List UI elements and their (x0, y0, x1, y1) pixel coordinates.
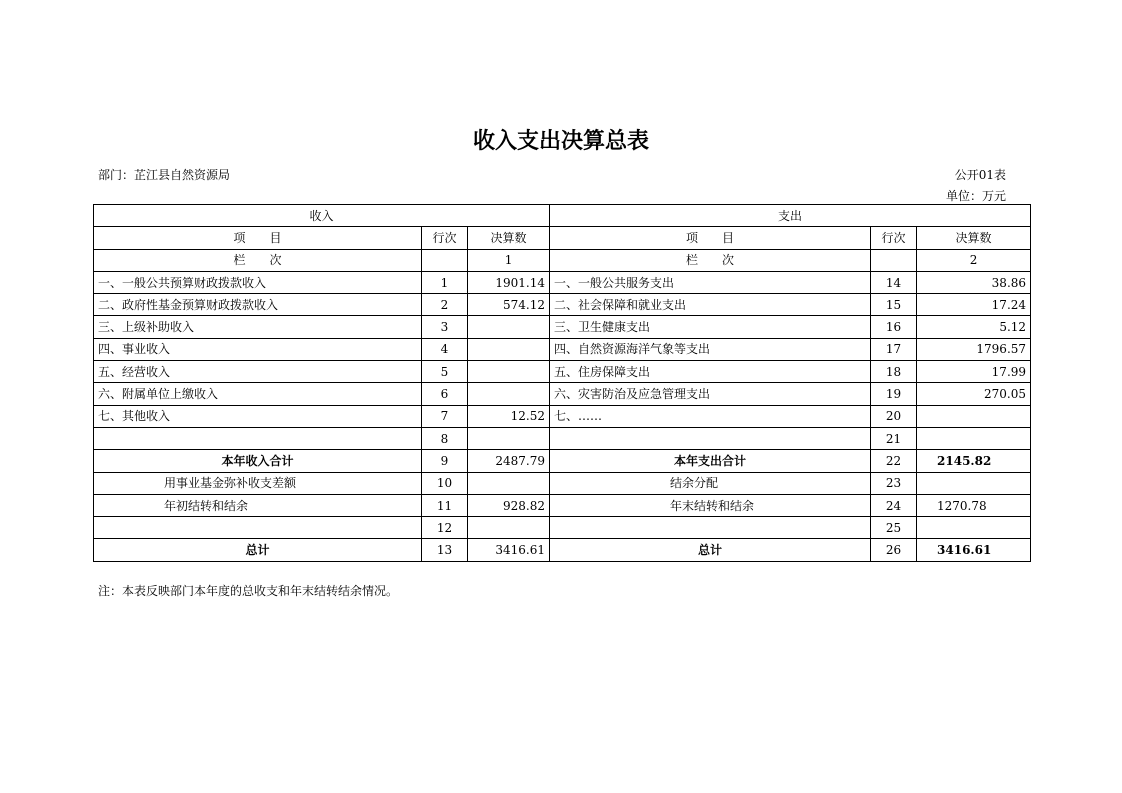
income-row-no: 10 (422, 472, 468, 494)
income-amount: 1901.14 (468, 271, 550, 293)
expense-section-header: 支出 (550, 205, 1031, 227)
income-column-number: 1 (468, 249, 550, 271)
expense-item: 三、卫生健康支出 (550, 316, 871, 338)
income-amount (468, 316, 550, 338)
income-item (94, 427, 422, 449)
expense-row-no: 24 (871, 494, 917, 516)
income-row-no: 13 (422, 539, 468, 561)
table-row (94, 361, 1031, 383)
expense-row-no: 18 (871, 361, 917, 383)
income-item: 四、事业收入 (94, 338, 422, 360)
expense-row-no: 25 (871, 517, 917, 539)
income-item: 一、一般公共预算财政拨款收入 (94, 271, 422, 293)
year-total-row (94, 450, 1031, 472)
expense-row-no: 15 (871, 294, 917, 316)
income-year-total-label: 本年收入合计 (94, 450, 422, 472)
expense-row-no: 26 (871, 539, 917, 561)
empty-cell (871, 249, 917, 271)
expense-amount: 38.86 (917, 271, 1031, 293)
income-amount (468, 517, 550, 539)
income-amount (468, 427, 550, 449)
department-label: 部门：芷江县自然资源局 (98, 168, 231, 182)
expense-amount: 5.12 (917, 316, 1031, 338)
expense-row-no: 16 (871, 316, 917, 338)
table-row (94, 405, 1031, 427)
income-grand-total-amount: 3416.61 (468, 539, 550, 561)
income-year-total-amount: 2487.79 (468, 450, 550, 472)
expense-item (550, 427, 871, 449)
income-amount (468, 383, 550, 405)
expense-year-total-label: 本年支出合计 (550, 450, 871, 472)
table-row (94, 294, 1031, 316)
income-item: 三、上级补助收入 (94, 316, 422, 338)
table-row (94, 271, 1031, 293)
expense-row-no: 23 (871, 472, 917, 494)
income-row-no: 9 (422, 450, 468, 472)
income-row-no: 4 (422, 338, 468, 360)
expense-grand-total-label: 总计 (550, 539, 871, 561)
expense-item: 一、一般公共服务支出 (550, 271, 871, 293)
expense-amount-header: 决算数 (917, 227, 1031, 249)
column-header-row (94, 227, 1031, 249)
expense-amount (917, 427, 1031, 449)
expense-carry-label: 年末结转和结余 (550, 494, 871, 516)
income-row-no: 11 (422, 494, 468, 516)
income-amount-header: 决算数 (468, 227, 550, 249)
income-row-no: 2 (422, 294, 468, 316)
expense-carry-amount: 1270.78 (917, 494, 1031, 516)
table-row (94, 316, 1031, 338)
expense-item-header: 项 目 (550, 227, 871, 249)
expense-row-no: 19 (871, 383, 917, 405)
income-grand-total-label: 总计 (94, 539, 422, 561)
expense-row-no: 22 (871, 450, 917, 472)
expense-year-total-amount: 2145.82 (917, 450, 1031, 472)
income-item: 五、经营收入 (94, 361, 422, 383)
income-row-no: 1 (422, 271, 468, 293)
expense-item: 六、灾害防治及应急管理支出 (550, 383, 871, 405)
income-expense-table (93, 204, 1031, 562)
income-row-no: 6 (422, 383, 468, 405)
unit-label: 单位：万元 (945, 189, 1006, 203)
income-amount: 574.12 (468, 294, 550, 316)
expense-amount: 270.05 (917, 383, 1031, 405)
page-title: 收入支出决算总表 (472, 129, 649, 154)
empty-cell (422, 249, 468, 271)
income-section-header: 收入 (94, 205, 550, 227)
income-amount: 12.52 (468, 405, 550, 427)
income-row-no: 5 (422, 361, 468, 383)
expense-column-number: 2 (917, 249, 1031, 271)
income-amount (468, 472, 550, 494)
expense-grand-total-amount: 3416.61 (917, 539, 1031, 561)
carry-row (94, 494, 1031, 516)
expense-fund-label: 结余分配 (550, 472, 871, 494)
fund-row (94, 472, 1031, 494)
section-header-row (94, 205, 1031, 227)
expense-item (550, 517, 871, 539)
income-item-header: 项 目 (94, 227, 422, 249)
income-row-no: 12 (422, 517, 468, 539)
expense-amount: 17.24 (917, 294, 1031, 316)
expense-item: 七、…… (550, 405, 871, 427)
expense-item: 四、自然资源海洋气象等支出 (550, 338, 871, 360)
income-item: 七、其他收入 (94, 405, 422, 427)
column-number-row (94, 249, 1031, 271)
income-carry-label: 年初结转和结余 (94, 494, 422, 516)
income-item (94, 517, 422, 539)
table-row (94, 338, 1031, 360)
income-amount (468, 361, 550, 383)
blank-row (94, 517, 1031, 539)
expense-row-no: 17 (871, 338, 917, 360)
income-amount (468, 338, 550, 360)
expense-row-no: 20 (871, 405, 917, 427)
income-item: 六、附属单位上缴收入 (94, 383, 422, 405)
expense-row-no: 21 (871, 427, 917, 449)
expense-row-no: 14 (871, 271, 917, 293)
expense-amount: 17.99 (917, 361, 1031, 383)
income-row-no: 3 (422, 316, 468, 338)
income-carry-amount: 928.82 (468, 494, 550, 516)
expense-amount (917, 405, 1031, 427)
income-row-no: 8 (422, 427, 468, 449)
income-row-no: 7 (422, 405, 468, 427)
income-column-label: 栏 次 (94, 249, 422, 271)
income-item: 二、政府性基金预算财政拨款收入 (94, 294, 422, 316)
expense-column-label: 栏 次 (550, 249, 871, 271)
income-fund-label: 用事业基金弥补收支差额 (94, 472, 422, 494)
expense-amount (917, 517, 1031, 539)
expense-item: 五、住房保障支出 (550, 361, 871, 383)
expense-amount (917, 472, 1031, 494)
expense-item: 二、社会保障和就业支出 (550, 294, 871, 316)
table-row (94, 383, 1031, 405)
expense-amount: 1796.57 (917, 338, 1031, 360)
table-code: 公开01表 (954, 168, 1006, 182)
grand-total-row (94, 539, 1031, 561)
table-note: 注：本表反映部门本年度的总收支和年末结转结余情况。 (98, 584, 399, 598)
expense-row-header: 行次 (871, 227, 917, 249)
income-row-header: 行次 (422, 227, 468, 249)
table-row (94, 427, 1031, 449)
